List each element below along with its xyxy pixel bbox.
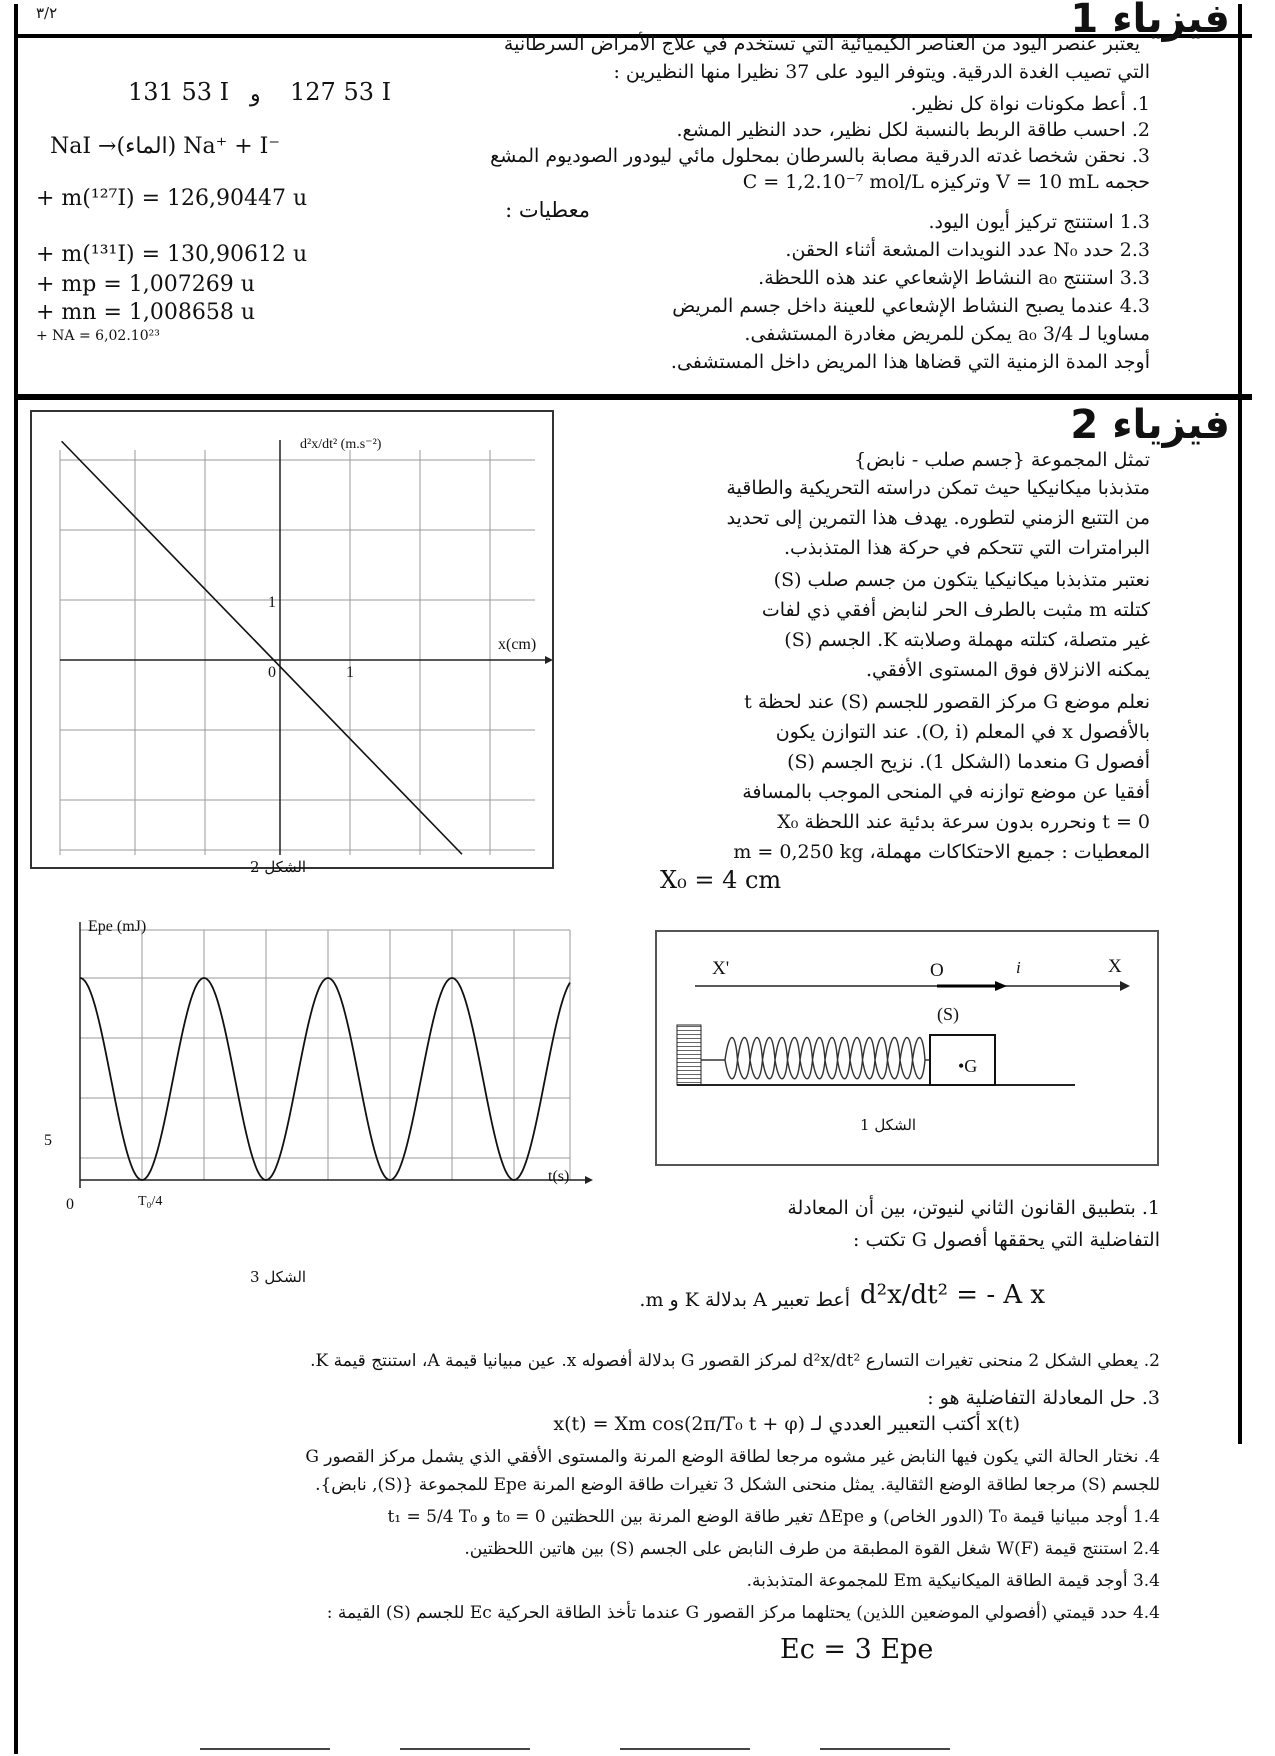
footer-rule-3 bbox=[620, 1748, 750, 1750]
fig3-xlabel: t(s) bbox=[548, 1168, 570, 1185]
data-mn: + mn = 1,008658 u bbox=[36, 300, 256, 325]
isotope-127: 127 53 I bbox=[290, 78, 392, 106]
ex1-q2: 2. احسب طاقة الربط بالنسبة لكل نظير، حدد النظير المشع. bbox=[676, 119, 1150, 141]
fig3-caption: الشكل 3 bbox=[250, 1268, 307, 1286]
ex1-q4-3-cont: مساويا لـ 3/4 a₀ يمكن للمريض مغادرة المستشفى. bbox=[744, 323, 1150, 345]
ex2-text-9: بالأفصول x في المعلم (O, i). عند التوازن يكون bbox=[775, 721, 1150, 743]
fig2-tick-y: 1 bbox=[268, 594, 276, 611]
fig1-spring bbox=[701, 1038, 930, 1079]
exercise-2-title: فيزياء 2 bbox=[1070, 402, 1230, 448]
fig1-origin: O bbox=[930, 960, 944, 981]
fig2-origin: 0 bbox=[268, 664, 276, 681]
fig1-caption: الشكل 1 bbox=[860, 1116, 917, 1134]
ex2-q2: 2. يعطي الشكل 2 منحنى تغيرات التسارع d²x/dt² لمركز القصور G بدلالة أفصوله x. عين مبيانيا قيمة A، استنتج قيمة K. bbox=[310, 1351, 1160, 1371]
ex2-eq1: d²x/dt² = - A x bbox=[860, 1280, 1046, 1310]
fig2-caption: الشكل 2 bbox=[250, 858, 307, 876]
ex2-text-6: غير متصلة، كتلته مهملة وصلابته K. الجسم (S) bbox=[784, 629, 1150, 651]
ex2-eq2: Ec = 3 Epe bbox=[780, 1634, 934, 1665]
ex1-q3-1: 1.3 استنتج تركيز أيون اليود. bbox=[928, 211, 1150, 233]
ex2-text-10: أفصول G منعدما (الشكل 1). نزيح الجسم (S) bbox=[787, 751, 1150, 773]
ex2-q4-4: 4.4 حدد قيمتي (أفصولي الموضعين اللذين) يحتلهما مركز القصور G عندما تأخذ الطاقة الحركية Ec للجسم (S) القيمة : bbox=[326, 1603, 1160, 1623]
fig3-tick-t: T₀/4 bbox=[138, 1194, 163, 1209]
fig3-x-arrow bbox=[585, 1176, 593, 1184]
ex2-q4-1: 1.4 أوجد مبيانيا قيمة T₀ (الدور الخاص) و ΔEpe تغير طاقة الوضع المرنة بين اللحظتين t₀ = 0 و t₁ = 5/4 T₀ bbox=[387, 1507, 1160, 1527]
isotope-joiner: و bbox=[250, 82, 261, 107]
ex2-text-12: X₀ ونحرره بدون سرعة بدئية عند اللحظة t = 0 bbox=[777, 811, 1150, 833]
fig2-xlabel: x(cm) bbox=[498, 636, 537, 653]
ex2-text-13: المعطيات : جميع الاحتكاكات مهملة، m = 0,250 kg bbox=[733, 841, 1150, 863]
fig1-wall bbox=[677, 1025, 701, 1085]
ex1-q4-3-final: أوجد المدة الزمنية التي قضاها هذا المريض داخل المستشفى. bbox=[670, 351, 1150, 373]
ex1-q4-3: 4.3 عندما يصبح النشاط الإشعاعي للعينة داخل جسم المريض bbox=[672, 295, 1150, 317]
ex2-q3: 3. حل المعادلة التفاضلية هو : bbox=[927, 1387, 1160, 1409]
ex1-q3-3: 3.3 استنتج a₀ النشاط الإشعاعي عند هذه اللحظة. bbox=[758, 267, 1150, 289]
footer-rule-1 bbox=[200, 1748, 330, 1750]
left-border bbox=[14, 4, 18, 1754]
fig2-tick-x: 1 bbox=[346, 664, 354, 681]
ex2-q4-3: 3.4 أوجد قيمة الطاقة الميكانيكية Em للمجموعة المتذبذبة. bbox=[746, 1571, 1160, 1591]
fig3-data-curve bbox=[80, 978, 570, 1180]
fig2-grid bbox=[60, 450, 535, 855]
fig1-center: •G bbox=[958, 1056, 978, 1076]
isotope-131: 131 53 I bbox=[128, 78, 230, 106]
ex2-text-5: كتلته m مثبت بالطرف الحر لنابض أفقي ذي لفات bbox=[761, 599, 1150, 621]
fig1-unit: i bbox=[1016, 958, 1021, 977]
fig1-x-left: X' bbox=[712, 958, 730, 979]
data-title: معطيات : bbox=[505, 198, 590, 222]
divider-middle bbox=[14, 394, 1252, 400]
ex2-text-11: أفقيا عن موضع توازنه في المنحى الموجب بالمسافة bbox=[742, 781, 1150, 803]
ex2-text-3: البرامترات التي تتحكم في حركة هذا المتذبذب. bbox=[783, 537, 1150, 559]
right-border bbox=[1238, 4, 1242, 1444]
fig3-tick-y: 5 bbox=[44, 1132, 52, 1149]
fig1-x-right: X bbox=[1108, 956, 1122, 977]
exercise-1-title: فيزياء 1 bbox=[1070, 0, 1230, 42]
ex2-q1-line3: أعط تعبير A بدلالة K و m. bbox=[639, 1289, 850, 1311]
ex2-q1-line2: التفاضلية التي يحققها أفصول G تكتب : bbox=[853, 1229, 1160, 1251]
data-avogadro: + NA = 6,02.10²³ bbox=[36, 328, 160, 344]
ex2-q3-eq: x(t) = Xm cos(2π/T₀ t + φ) أكتب التعبير العددي لـ x(t) bbox=[553, 1413, 1020, 1435]
data-mass-127: + m(¹²⁷I) = 126,90447 u bbox=[36, 186, 308, 211]
fig1-axis-arrow bbox=[1120, 981, 1130, 991]
reaction-equation: NaI →(الماء) Na⁺ + I⁻ bbox=[50, 134, 280, 159]
figure-2-chart bbox=[30, 410, 554, 869]
ex1-q3-2: 2.3 حدد N₀ عدد النويدات المشعة أثناء الحقن. bbox=[785, 239, 1150, 261]
page-number: ٣/٢ bbox=[36, 4, 58, 22]
ex2-text-2: من التتبع الزمني لتطوره. يهدف هذا التمرين إلى تحديد bbox=[726, 507, 1150, 529]
fig3-ylabel: Epe (mJ) bbox=[88, 918, 147, 935]
ex2-x0-value: X₀ = 4 cm bbox=[660, 866, 782, 894]
ex1-q3: 3. نحقن شخصا غدته الدرقية مصابة بالسرطان بمحلول مائي ليودور الصوديوم المشع bbox=[490, 145, 1150, 167]
ex2-q4-line1: 4. نختار الحالة التي يكون فيها النابض غير مشوه مرجعا لطاقة الوضع المرنة والمستوى الأفقي الذي يشمل مركز القصور G bbox=[305, 1447, 1160, 1467]
fig1-unit-arrow bbox=[995, 981, 1007, 991]
fig2-x-arrow bbox=[545, 656, 553, 664]
fig3-origin: 0 bbox=[66, 1196, 74, 1213]
fig2-data-line bbox=[62, 441, 462, 854]
data-mp: + mp = 1,007269 u bbox=[36, 272, 255, 297]
ex2-q1-line1: 1. بتطبيق القانون الثاني لنيوتن، بين أن المعادلة bbox=[787, 1197, 1160, 1219]
ex2-q4-2: 2.4 استنتج قيمة W(F) شغل القوة المطبقة من طرف النابض على الجسم (S) بين هاتين اللحظتين. bbox=[464, 1539, 1160, 1559]
fig2-ylabel: d²x/dt² (m.s⁻²) bbox=[300, 437, 382, 452]
ex2-text-0: تمثل المجموعة {جسم صلب - نابض} bbox=[854, 449, 1150, 471]
ex1-intro-2: التي تصيب الغدة الدرقية. ويتوفر اليود على 37 نظيرا منها النظيرين : bbox=[613, 61, 1150, 83]
ex2-text-1: متذبذبا ميكانيكيا حيث تمكن دراسته التحريكية والطاقية bbox=[726, 477, 1150, 499]
ex1-q3-data: حجمه V = 10 mL وتركيزه C = 1,2.10⁻⁷ mol/L bbox=[742, 171, 1150, 193]
footer-rule-2 bbox=[400, 1748, 530, 1750]
ex1-q1: 1. أعط مكونات نواة كل نظير. bbox=[910, 93, 1150, 115]
ex2-text-4: نعتبر متذبذبا ميكانيكيا يتكون من جسم صلب (S) bbox=[773, 569, 1150, 591]
ex2-q4-line2: للجسم (S) مرجعا لطاقة الوضع الثقالية. يمثل منحنى الشكل 3 تغيرات طاقة الوضع المرنة Epe للمجموعة {(S), نابض}. bbox=[315, 1475, 1160, 1495]
fig1-body-label: (S) bbox=[937, 1004, 959, 1024]
footer-rule-4 bbox=[820, 1748, 950, 1750]
ex1-intro-1: يعتبر عنصر اليود من العناصر الكيميائية التي تستخدم في علاج الأمراض السرطانية bbox=[503, 33, 1140, 55]
ex2-text-8: نعلم موضع G مركز القصور للجسم (S) عند لحظة t bbox=[744, 691, 1150, 713]
data-mass-131: + m(¹³¹I) = 130,90612 u bbox=[36, 242, 308, 267]
ex2-text-7: يمكنه الانزلاق فوق المستوى الأفقي. bbox=[865, 659, 1150, 681]
figure-3-chart bbox=[60, 918, 600, 1218]
